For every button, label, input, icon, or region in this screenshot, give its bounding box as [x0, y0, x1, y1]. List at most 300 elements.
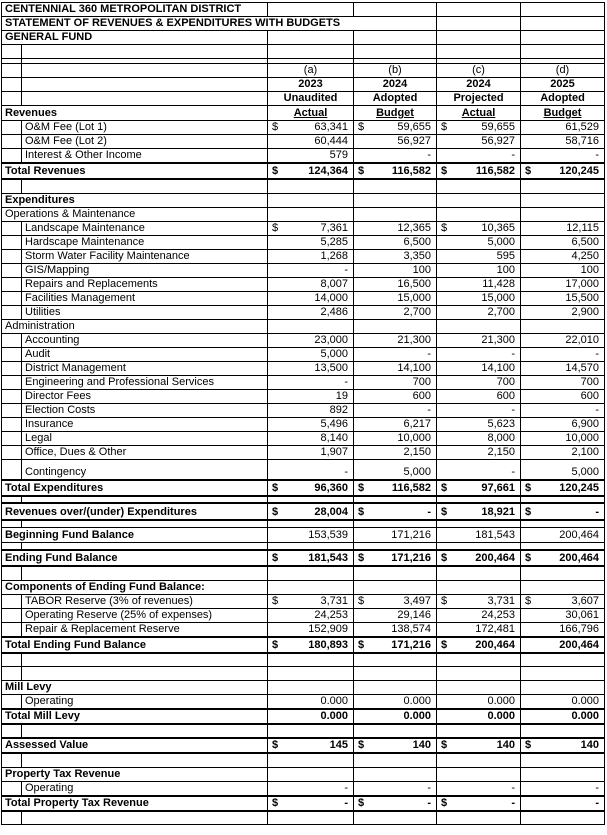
- value-box: [268, 390, 353, 403]
- value-cell-c: [437, 221, 521, 235]
- cell-value: 200,464: [559, 552, 600, 564]
- value-cell-b: [354, 45, 437, 59]
- value-box: [437, 609, 520, 622]
- column-header-cell-c: [437, 78, 521, 92]
- value-cell-a: [268, 753, 354, 767]
- value-cell-a: [268, 45, 354, 59]
- value-cell-a: [268, 566, 354, 580]
- value-box: [437, 552, 520, 565]
- indent-cell: [2, 92, 22, 106]
- value-box: [268, 797, 353, 810]
- value-box: [268, 639, 353, 652]
- value-cell-d: [521, 207, 605, 221]
- total-row-label: Ending Fund Balance: [2, 550, 268, 566]
- value-box: [437, 695, 520, 708]
- value-cell-c: [437, 724, 521, 738]
- indent-cell: [2, 566, 22, 580]
- column-header-cell-d: [521, 92, 605, 106]
- value-cell-c: [437, 767, 521, 781]
- value-cell-b: [354, 695, 437, 710]
- cell-value: -: [595, 506, 600, 518]
- value-cell-c: [437, 667, 521, 681]
- cell-value: 171,216: [391, 638, 432, 651]
- dollar-sign: $: [525, 482, 532, 494]
- table-row: [2, 375, 605, 389]
- cell-value: 28,004: [314, 506, 349, 518]
- indent-cell: [2, 121, 22, 135]
- cell-value: -: [511, 781, 516, 794]
- dollar-sign: $: [272, 638, 279, 651]
- value-box: [268, 334, 353, 347]
- table-row: [2, 667, 605, 681]
- dollar-sign: $: [358, 796, 365, 809]
- cell-value: 19: [335, 389, 349, 402]
- value-cell-b: [354, 417, 437, 431]
- column-header-text: Actual: [293, 107, 328, 119]
- value-cell-b: [354, 667, 437, 681]
- value-box: [354, 739, 436, 752]
- table-row: [2, 319, 605, 333]
- column-header-text: Budget: [376, 107, 414, 119]
- title-cell: CENTENNIAL 360 METROPOLITAN DISTRICT: [2, 3, 268, 17]
- value-cell-b: [354, 319, 437, 333]
- value-cell-c: [437, 375, 521, 389]
- value-box: [437, 446, 520, 459]
- value-cell-a: [268, 3, 354, 17]
- table-row: [2, 305, 605, 319]
- value-cell-b: [354, 496, 437, 503]
- value-cell-a: [268, 235, 354, 249]
- column-header-text: 2023: [298, 78, 323, 90]
- dollar-sign: $: [358, 638, 365, 651]
- value-box: [354, 348, 436, 361]
- cell-value: 595: [496, 249, 516, 262]
- cell-value: 6,900: [571, 417, 600, 430]
- row-label: [22, 542, 268, 550]
- value-box: [268, 348, 353, 361]
- value-box: [268, 552, 353, 565]
- table-row: [2, 347, 605, 361]
- cell-value: 61,529: [565, 121, 600, 133]
- value-box: [354, 595, 436, 608]
- value-cell-c: [437, 319, 521, 333]
- table-row: [2, 277, 605, 291]
- value-cell-c: [437, 277, 521, 291]
- table-row: [2, 179, 605, 193]
- cell-value: 0.000: [487, 710, 516, 722]
- cell-value: 700: [580, 375, 600, 388]
- column-header-cell-d: [521, 64, 605, 78]
- table-row: [2, 542, 605, 550]
- value-cell-a: [268, 149, 354, 164]
- value-box: [268, 292, 353, 305]
- value-cell-d: [521, 163, 605, 179]
- dollar-sign: $: [358, 482, 365, 494]
- row-label: Engineering and Professional Services: [22, 375, 268, 389]
- value-box: [521, 446, 604, 459]
- total-row-label: Assessed Value: [2, 738, 268, 753]
- table-row: [2, 249, 605, 263]
- value-box: [521, 121, 604, 134]
- value-box: [521, 348, 604, 361]
- value-cell-d: [521, 594, 605, 608]
- value-box: [268, 739, 353, 752]
- value-box: [437, 529, 520, 542]
- value-cell-b: [354, 653, 437, 667]
- value-box: [354, 135, 436, 148]
- cell-value: 23,000: [314, 333, 349, 346]
- value-box: [437, 135, 520, 148]
- value-box: [268, 250, 353, 263]
- cell-value: 10,000: [565, 431, 600, 444]
- cell-value: 700: [496, 375, 516, 388]
- value-box: [354, 264, 436, 277]
- table-row: [2, 92, 605, 106]
- indent-cell: [2, 594, 22, 608]
- value-cell-a: [268, 667, 354, 681]
- value-box: [437, 390, 520, 403]
- value-cell-d: [521, 566, 605, 580]
- value-box: [521, 278, 604, 291]
- value-cell-b: [354, 480, 437, 496]
- value-cell-b: [354, 527, 437, 542]
- table-row: [2, 480, 605, 496]
- column-header-cell-a: [268, 92, 354, 106]
- table-row: [2, 781, 605, 796]
- column-header-cell-b: [354, 64, 437, 78]
- value-box: [521, 739, 604, 752]
- value-box: [268, 149, 353, 162]
- indent-cell: [2, 608, 22, 622]
- cell-value: 3,731: [487, 594, 516, 607]
- table-row: [2, 724, 605, 738]
- dollar-sign: $: [358, 739, 365, 751]
- section-label: Operations & Maintenance: [2, 207, 268, 221]
- value-box: [354, 466, 436, 479]
- cell-value: 0.000: [571, 695, 600, 707]
- cell-value: 5,285: [320, 235, 349, 248]
- cell-value: 5,000: [571, 466, 600, 478]
- table-row: [2, 580, 605, 594]
- table-row: [2, 263, 605, 277]
- column-header-cell-a: [268, 78, 354, 92]
- value-box: [354, 292, 436, 305]
- value-cell-c: [437, 431, 521, 445]
- value-box: [268, 695, 353, 708]
- cell-value: 145: [329, 739, 349, 751]
- value-cell-b: [354, 566, 437, 580]
- dollar-sign: $: [525, 165, 532, 177]
- cell-value: 21,300: [397, 333, 432, 346]
- value-cell-d: [521, 608, 605, 622]
- value-box: [354, 782, 436, 795]
- indent-cell: [2, 496, 22, 503]
- value-cell-a: [268, 193, 354, 207]
- value-cell-c: [437, 503, 521, 520]
- dollar-sign: $: [272, 594, 279, 607]
- cell-value: 56,927: [481, 135, 516, 147]
- cell-value: 2,700: [403, 305, 432, 318]
- column-header-text: 2025: [550, 78, 575, 90]
- value-cell-a: [268, 695, 354, 710]
- value-box: [268, 165, 353, 178]
- value-cell-b: [354, 503, 437, 520]
- value-cell-b: [354, 31, 437, 45]
- value-box: [521, 390, 604, 403]
- table-row: [2, 445, 605, 459]
- indent-cell: [2, 445, 22, 459]
- value-box: [354, 529, 436, 542]
- table-row: [2, 333, 605, 347]
- cell-value: 13,500: [314, 361, 349, 374]
- value-cell-b: [354, 375, 437, 389]
- value-cell-d: [521, 767, 605, 781]
- value-cell-b: [354, 221, 437, 235]
- value-cell-d: [521, 653, 605, 667]
- value-cell-a: [268, 163, 354, 179]
- indent-cell: [2, 305, 22, 319]
- cell-value: 172,481: [475, 622, 516, 635]
- value-cell-c: [437, 3, 521, 17]
- indent-cell: [2, 361, 22, 375]
- value-cell-a: [268, 480, 354, 496]
- table-row: [2, 709, 605, 724]
- value-box: [354, 306, 436, 319]
- cell-value: 16,500: [397, 277, 432, 290]
- column-header-cell-c: [437, 106, 521, 121]
- cell-value: -: [511, 466, 516, 478]
- table-row: [2, 431, 605, 445]
- value-box: [437, 222, 520, 235]
- dollar-sign: $: [441, 482, 448, 494]
- value-cell-c: [437, 333, 521, 347]
- value-box: [354, 334, 436, 347]
- cell-value: 120,245: [559, 165, 600, 177]
- column-header-text: (c): [472, 64, 485, 76]
- cell-value: 2,486: [320, 305, 349, 318]
- table-row: [2, 149, 605, 164]
- indent-cell: [2, 622, 22, 637]
- cell-value: 5,000: [403, 466, 432, 478]
- value-cell-a: [268, 417, 354, 431]
- indent-cell: [2, 263, 22, 277]
- value-box: [268, 278, 353, 291]
- indent-cell: [2, 417, 22, 431]
- value-cell-c: [437, 445, 521, 459]
- section-label: Administration: [2, 319, 268, 333]
- indent-cell: [2, 403, 22, 417]
- cell-value: 5,000: [487, 235, 516, 248]
- column-header-cell-c: [437, 64, 521, 78]
- total-row-label: Total Expenditures: [2, 480, 268, 496]
- value-box: [437, 418, 520, 431]
- value-box: [521, 404, 604, 417]
- section-label: Expenditures: [2, 193, 268, 207]
- row-label: [22, 520, 268, 527]
- title-cell: STATEMENT OF REVENUES & EXPENDITURES WITH BUDGETS: [2, 17, 437, 31]
- table-row: [2, 796, 605, 811]
- cell-value: 24,253: [481, 608, 516, 621]
- value-cell-b: [354, 550, 437, 566]
- value-cell-a: [268, 207, 354, 221]
- value-cell-d: [521, 121, 605, 135]
- cell-value: 96,360: [314, 482, 349, 494]
- row-label: [22, 653, 268, 667]
- cell-value: 30,061: [565, 608, 600, 621]
- cell-value: 140: [412, 739, 432, 751]
- row-label: [22, 64, 268, 78]
- indent-cell: [2, 667, 22, 681]
- dollar-sign: $: [272, 739, 279, 751]
- value-box: [354, 236, 436, 249]
- value-cell-d: [521, 681, 605, 695]
- value-cell-d: [521, 480, 605, 496]
- value-box: [354, 482, 436, 495]
- value-cell-a: [268, 459, 354, 480]
- value-cell-c: [437, 753, 521, 767]
- cell-value: -: [595, 149, 600, 161]
- value-cell-b: [354, 163, 437, 179]
- cell-value: 600: [496, 389, 516, 402]
- cell-value: 200,464: [475, 552, 516, 564]
- row-label: Hardscape Maintenance: [22, 235, 268, 249]
- cell-value: 59,655: [397, 121, 432, 133]
- dollar-sign: $: [358, 506, 365, 518]
- value-box: [268, 222, 353, 235]
- value-cell-a: [268, 403, 354, 417]
- cell-value: -: [344, 781, 349, 794]
- cell-value: 1,907: [320, 445, 349, 458]
- value-box: [354, 404, 436, 417]
- cell-value: 140: [496, 739, 516, 751]
- column-header-cell-b: [354, 78, 437, 92]
- value-cell-a: [268, 527, 354, 542]
- row-label: Beginning Fund Balance: [2, 527, 268, 542]
- section-label: Mill Levy: [2, 681, 268, 695]
- value-box: [354, 278, 436, 291]
- section-label: Revenues: [2, 106, 268, 121]
- dollar-sign: $: [272, 165, 279, 177]
- value-cell-a: [268, 520, 354, 527]
- table-row: [2, 753, 605, 767]
- indent-cell: [2, 221, 22, 235]
- cell-value: 7,361: [320, 221, 349, 234]
- cell-value: 0.000: [320, 710, 349, 722]
- cell-value: 140: [580, 739, 600, 751]
- value-box: [437, 264, 520, 277]
- cell-value: 3,350: [403, 249, 432, 262]
- table-row: [2, 767, 605, 781]
- column-header-cell-c: [437, 92, 521, 106]
- value-box: [354, 432, 436, 445]
- indent-cell: [2, 695, 22, 710]
- column-header-cell-d: [521, 106, 605, 121]
- total-row-label: Revenues over/(under) Expenditures: [2, 503, 268, 520]
- indent-cell: [2, 135, 22, 149]
- value-cell-a: [268, 681, 354, 695]
- value-cell-a: [268, 608, 354, 622]
- value-cell-a: [268, 709, 354, 724]
- value-box: [268, 418, 353, 431]
- value-cell-c: [437, 45, 521, 59]
- value-box: [437, 482, 520, 495]
- cell-value: 12,115: [566, 221, 600, 234]
- table-row: [2, 695, 605, 710]
- cell-value: 171,216: [391, 552, 432, 564]
- value-cell-a: [268, 594, 354, 608]
- value-box: [521, 466, 604, 479]
- dollar-sign: $: [441, 221, 448, 234]
- row-label: Utilities: [22, 305, 268, 319]
- row-label: Audit: [22, 347, 268, 361]
- cell-value: 116,582: [391, 165, 432, 177]
- table-row: [2, 221, 605, 235]
- cell-value: -: [595, 796, 600, 809]
- value-cell-a: [268, 375, 354, 389]
- indent-cell: [2, 375, 22, 389]
- cell-value: 138,574: [391, 622, 432, 635]
- value-cell-d: [521, 622, 605, 637]
- value-cell-c: [437, 608, 521, 622]
- value-cell-c: [437, 695, 521, 710]
- value-cell-c: [437, 527, 521, 542]
- value-cell-b: [354, 193, 437, 207]
- row-label: District Management: [22, 361, 268, 375]
- table-row: [2, 106, 605, 121]
- cell-value: 166,796: [559, 622, 600, 635]
- value-cell-b: [354, 542, 437, 550]
- dollar-sign: $: [441, 506, 448, 518]
- cell-value: 60,444: [314, 135, 349, 147]
- row-label: Contingency: [22, 459, 268, 480]
- table-row: [2, 637, 605, 653]
- row-label: TABOR Reserve (3% of revenues): [22, 594, 268, 608]
- value-cell-a: [268, 121, 354, 135]
- cell-value: 180,893: [308, 638, 349, 651]
- indent-cell: [2, 45, 22, 59]
- cell-value: 600: [412, 389, 432, 402]
- value-cell-a: [268, 263, 354, 277]
- cell-value: 56,927: [397, 135, 432, 147]
- indent-cell: [2, 431, 22, 445]
- value-cell-c: [437, 709, 521, 724]
- value-cell-a: [268, 796, 354, 811]
- value-cell-a: [268, 781, 354, 796]
- value-cell-c: [437, 389, 521, 403]
- value-cell-b: [354, 403, 437, 417]
- cell-value: 24,253: [314, 608, 349, 621]
- value-box: [437, 797, 520, 810]
- dollar-sign: $: [441, 594, 448, 607]
- value-box: [268, 306, 353, 319]
- row-label: [22, 724, 268, 738]
- value-box: [521, 609, 604, 622]
- value-cell-c: [437, 811, 521, 825]
- value-cell-a: [268, 347, 354, 361]
- cell-value: -: [511, 796, 516, 809]
- indent-cell: [2, 64, 22, 78]
- value-cell-a: [268, 305, 354, 319]
- indent-cell: [2, 277, 22, 291]
- cell-value: 2,100: [571, 445, 600, 458]
- cell-value: -: [595, 347, 600, 360]
- cell-value: -: [511, 403, 516, 416]
- value-cell-d: [521, 3, 605, 17]
- value-box: [437, 710, 520, 723]
- row-label: [22, 179, 268, 193]
- value-box: [521, 149, 604, 162]
- column-header-text: 2024: [466, 78, 491, 90]
